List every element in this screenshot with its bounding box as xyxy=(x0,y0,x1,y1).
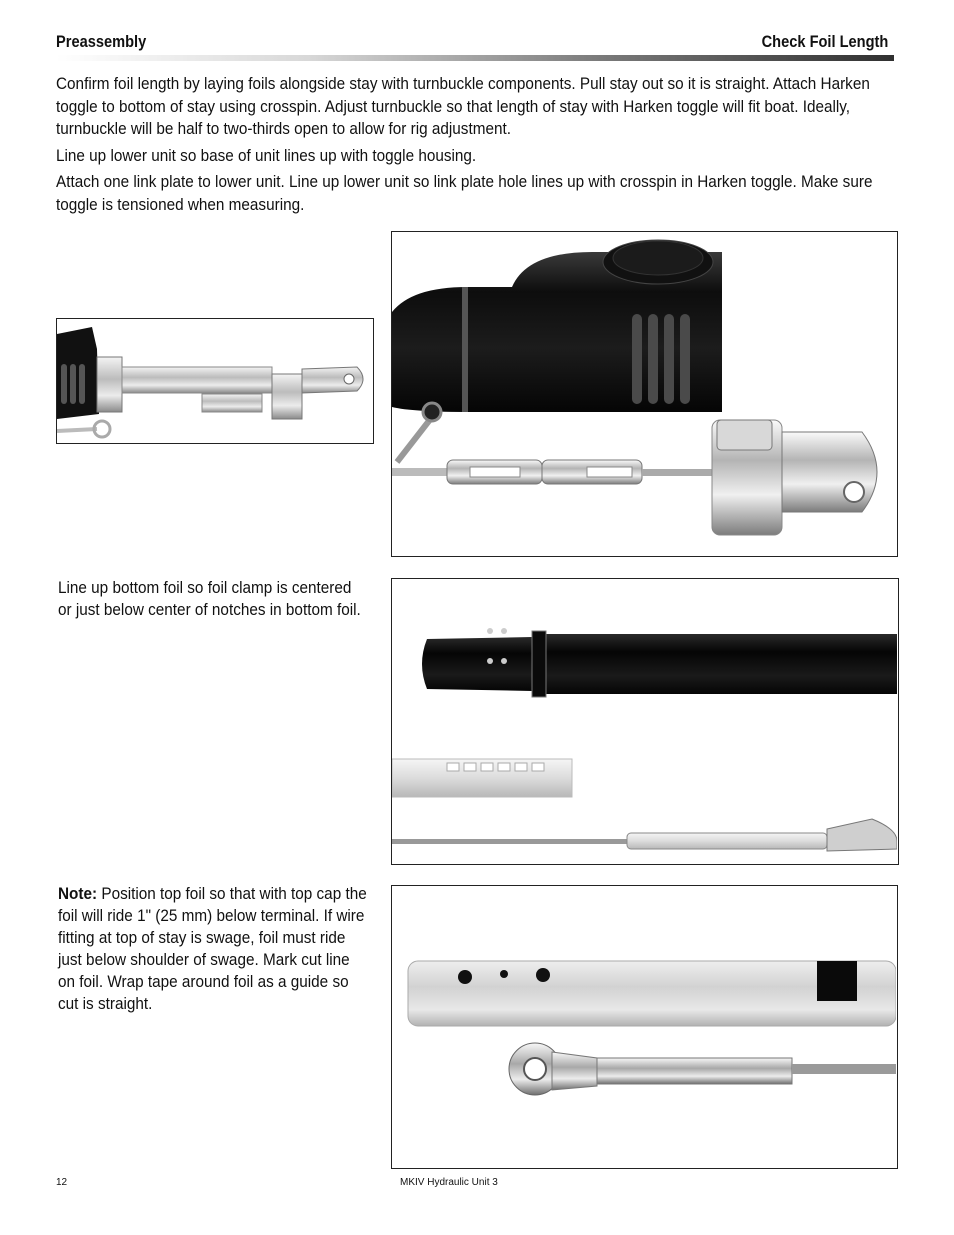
note-label: Note: xyxy=(58,884,98,903)
page-title: Check Foil Length xyxy=(761,32,888,51)
toggle-detail-photo xyxy=(56,318,374,444)
intro-paragraph-2: Line up lower unit so base of unit lines up with toggle housing. xyxy=(56,145,477,165)
document-title: MKIV Hydraulic Unit 3 xyxy=(400,1177,498,1188)
note-text: Position top foil so that with top cap the foil will ride 1" (25 mm) below terminal. If wire fitting at top of stay is swage, foil must ride just below shoulder of swage. Mark cut line on foil. Wrap tape around foil as a guide so cut is straight. xyxy=(58,884,367,1013)
lower-unit-turnbuckle-photo xyxy=(391,231,898,557)
page-number: 12 xyxy=(56,1177,68,1188)
section-title: Preassembly xyxy=(56,32,147,51)
intro-paragraph-1: Confirm foil length by laying foils alongside stay with turnbuckle components. Pull stay out so it is straight. Attach Harken toggle to bottom of stay using crosspin. Adjust turnbuckle so that length of stay with Harken toggle will fit boat. Ideally, turnbuckle will be half to two-thirds open to allow for rig adjustment. xyxy=(56,74,870,138)
top-foil-terminal-photo xyxy=(391,885,898,1169)
foil-clamp-instruction: Line up bottom foil so foil clamp is centered or just below center of notches in bottom foil. xyxy=(58,578,361,619)
intro-paragraph-3: Attach one link plate to lower unit. Line up lower unit so link plate hole lines up with crosspin in Harken toggle. Make sure toggle is tensioned when measuring. xyxy=(56,172,873,214)
header-rule xyxy=(56,55,894,61)
top-foil-note xyxy=(58,883,369,1015)
bottom-foil-clamp-photo xyxy=(391,578,899,865)
intro-text xyxy=(56,73,873,220)
